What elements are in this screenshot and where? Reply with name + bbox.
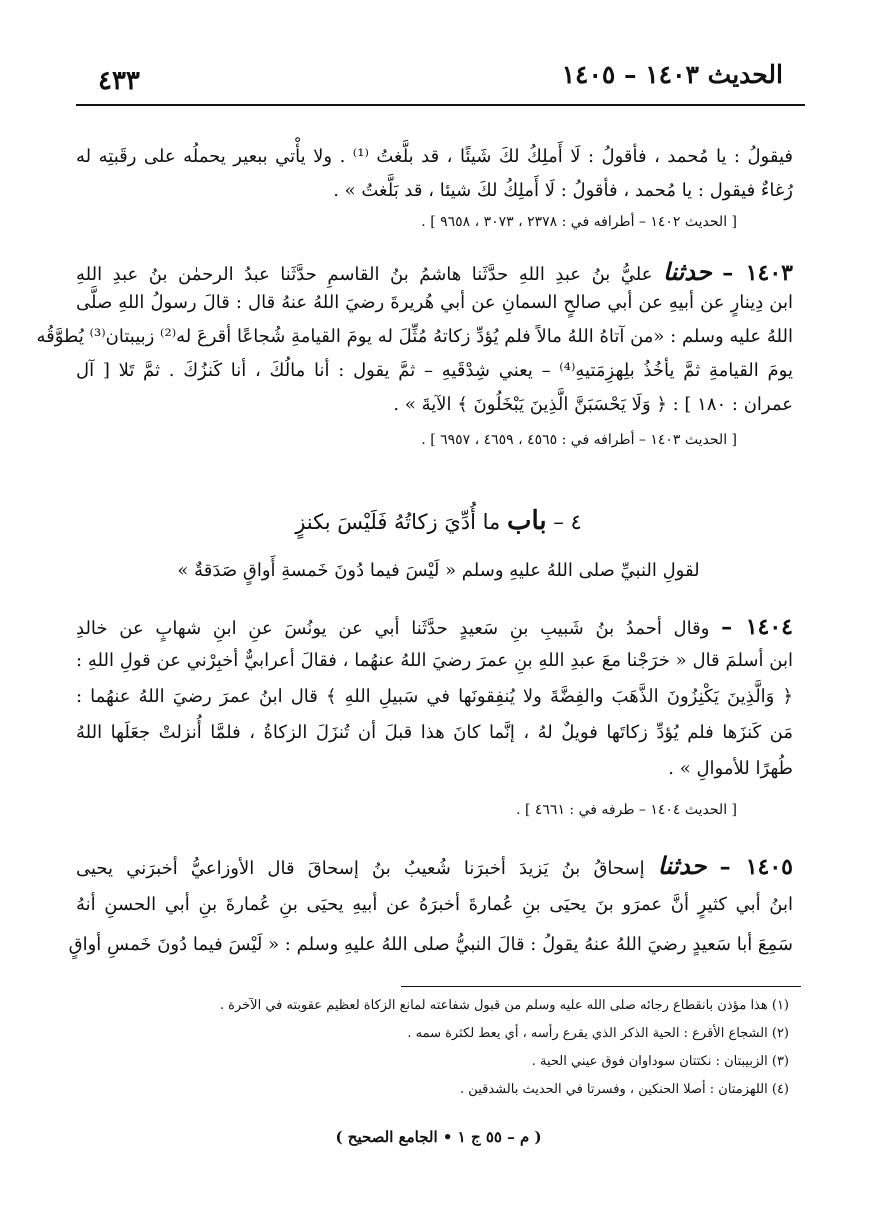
- text-line: اللهُ عليه وسلم : «من آتاهُ اللهُ مالاً فلم يُؤدِّ زكاتهُ مُثِّلَ له يومَ القيامةِ شُجاعًا أقرعَ له⁽²⁾ زبيبتان⁽³⁾ يُطوَّقُه: [36, 326, 793, 347]
- hadith-text: عليُّ بنُ عبدِ اللهِ حدَّثَنا هاشمُ بنُ القاسمِ حدَّثَنا عبدُ الرحمٰن بنُ عبدِ اللهِ: [76, 264, 653, 285]
- text-line: ابنُ أبي كثيرٍ أنَّ عمرَو بنَ يحيَى بنِ عُمارةَ أخبرَهُ عن أبيهِ يحيَى بنِ عُمارةَ بنِ أبي الحسنِ أنهُ: [76, 894, 793, 915]
- page-number: ٤٣٣: [98, 66, 140, 96]
- footnote: (٢) الشجاع الأقرع : الحية الذكر الذي يقرع رأسه ، أي يعط لكثرة سمه .: [407, 1026, 789, 1041]
- chapter-subtitle: لقولِ النبيِّ صلى اللهُ عليهِ وسلم « لَيْسَ فيما دُونَ خَمسةِ أَواقٍ صَدَقةٌ »: [177, 560, 700, 581]
- footnote-rule: [401, 986, 801, 987]
- text-line: سَمِعَ أبا سَعيدٍ رضيَ اللهُ عنهُ يقولُ : قالَ النبيُّ صلى اللهُ عليهِ وسلم : « لَيْسَ فيما دُونَ خَمسِ أواقٍ: [68, 934, 793, 955]
- bab-word: باب: [506, 506, 547, 536]
- page-footer: ( م – ٥٥ ج ١ • الجامع الصحيح ): [335, 1128, 542, 1146]
- hadith-number: ١٤٠٤ –: [721, 614, 793, 640]
- text-line: ﴿ وَالَّذِينَ يَكْنِزُونَ الذَّهَبَ والفِضَّةَ ولا يُنفِقونَها في سَبيلِ اللهِ ﴾ قال ابنُ عمرَ رضيَ اللهُ عنهُما :: [76, 686, 793, 707]
- text-line: يومَ القيامةِ ثمَّ يأخُذُ بلِهزِمَتيهِ⁽⁴⁾ – يعني شِدْقَيهِ – ثمَّ يقول : أنا مالُكَ ، أنا كَنزُكَ . ثمَّ تَلا [ آل: [76, 360, 793, 381]
- hadith-reference: [ الحديث ١٤٠٢ – أطرافه في : ٢٣٧٨ ، ٣٠٧٣ ، ٩٦٥٨ ] .: [421, 214, 737, 230]
- running-header: الحديث ١٤٠٣ – ١٤٠٥: [561, 60, 783, 89]
- text-line: طُهرًا للأموالِ » .: [668, 758, 793, 779]
- hadith-1404-line: [76, 614, 793, 640]
- text-line: مَن كَنزَها فلم يُؤدِّ زكاتَها فويلٌ لهُ ، إنَّما كانَ هذا قبلَ أن تُنزَلَ الزكاةُ ، فلمَّا أُنزلتْ جعَلَها اللهُ: [76, 722, 793, 743]
- chapter-number: ٤ –: [553, 510, 582, 534]
- footnote: (٣) الزبيبتان : نكتتان سوداوان فوق عيني الحية .: [531, 1054, 789, 1069]
- hadith-1405-line: [76, 852, 793, 881]
- hadith-number: ١٤٠٣ –: [722, 260, 793, 286]
- text-line: ابن أسلمَ قال « خرَجْنا معَ عبدِ اللهِ بنِ عمرَ رضيَ اللهُ عنهُما ، فقالَ أعرابيٌّ أخبِرْني عن قولِ اللهِ :: [76, 650, 793, 671]
- header-rule: [76, 104, 805, 106]
- text-line: فيقولُ : يا مُحمد ، فأقولُ : لَا أَملِكُ لكَ شَيئًا ، قد بلَّغتُ ⁽¹⁾ . ولا يأْتي ببعير يحملُه على رقَبتِه له: [76, 146, 793, 167]
- text-line: رُغاءٌ فيقول : يا مُحمد ، فأقولُ : لَا أَملِكُ لكَ شيئا ، قد بَلَّغتُ » .: [333, 180, 793, 201]
- haddathana-word: حدثنا: [657, 851, 707, 880]
- footnote: (١) هذا مؤذن بانقطاع رجائه صلى الله عليه وسلم من قبول شفاعته لمانع الزكاة لعظيم عقوبته في الآخرة .: [219, 998, 789, 1013]
- hadith-number: ١٤٠٥ –: [719, 854, 793, 880]
- chapter-heading: ما أُدِّيَ زكاتُهُ فَلَيْسَ بكنزٍ: [295, 510, 501, 534]
- hadith-1403-line: [76, 258, 793, 287]
- hadith-reference: [ الحديث ١٤٠٣ – أطرافه في : ٤٥٦٥ ، ٤٦٥٩ ، ٦٩٥٧ ] .: [421, 432, 737, 448]
- hadith-reference: [ الحديث ١٤٠٤ – طرفه في : ٤٦٦١ ] .: [516, 802, 737, 818]
- hadith-text: إسحاقُ بنُ يَزيدَ أخبرَنا شُعيبُ بنُ إسحاقَ قال الأوزاعيُّ أخبرَني يحيى: [76, 858, 645, 879]
- chapter-title: [0, 506, 877, 536]
- haddathana-word: حدثنا: [663, 257, 712, 286]
- text-line: ابن دِينارٍ عن أبيهِ عن أبي صالحٍ السمانِ عن أبي هُريرةَ رضيَ اللهُ عنهُ قال : قالَ رسولُ اللهِ صلَّى: [76, 292, 793, 313]
- text-line: عمران : ١٨٠ ] : ﴿ وَلَا يَحْسَبَنَّ الَّذِينَ يَبْخَلُونَ ﴾ الآيةَ » .: [393, 394, 793, 415]
- footnote: (٤) اللهزمتان : أصلا الحنكين ، وفسرتا في الحديث بالشدقين .: [460, 1082, 789, 1097]
- hadith-text: وقال أحمدُ بنُ شَبيبِ بنِ سَعيدٍ حدَّثَنا أبي عن يونُسَ عنِ ابنِ شهابٍ عن خالدِ: [76, 618, 710, 639]
